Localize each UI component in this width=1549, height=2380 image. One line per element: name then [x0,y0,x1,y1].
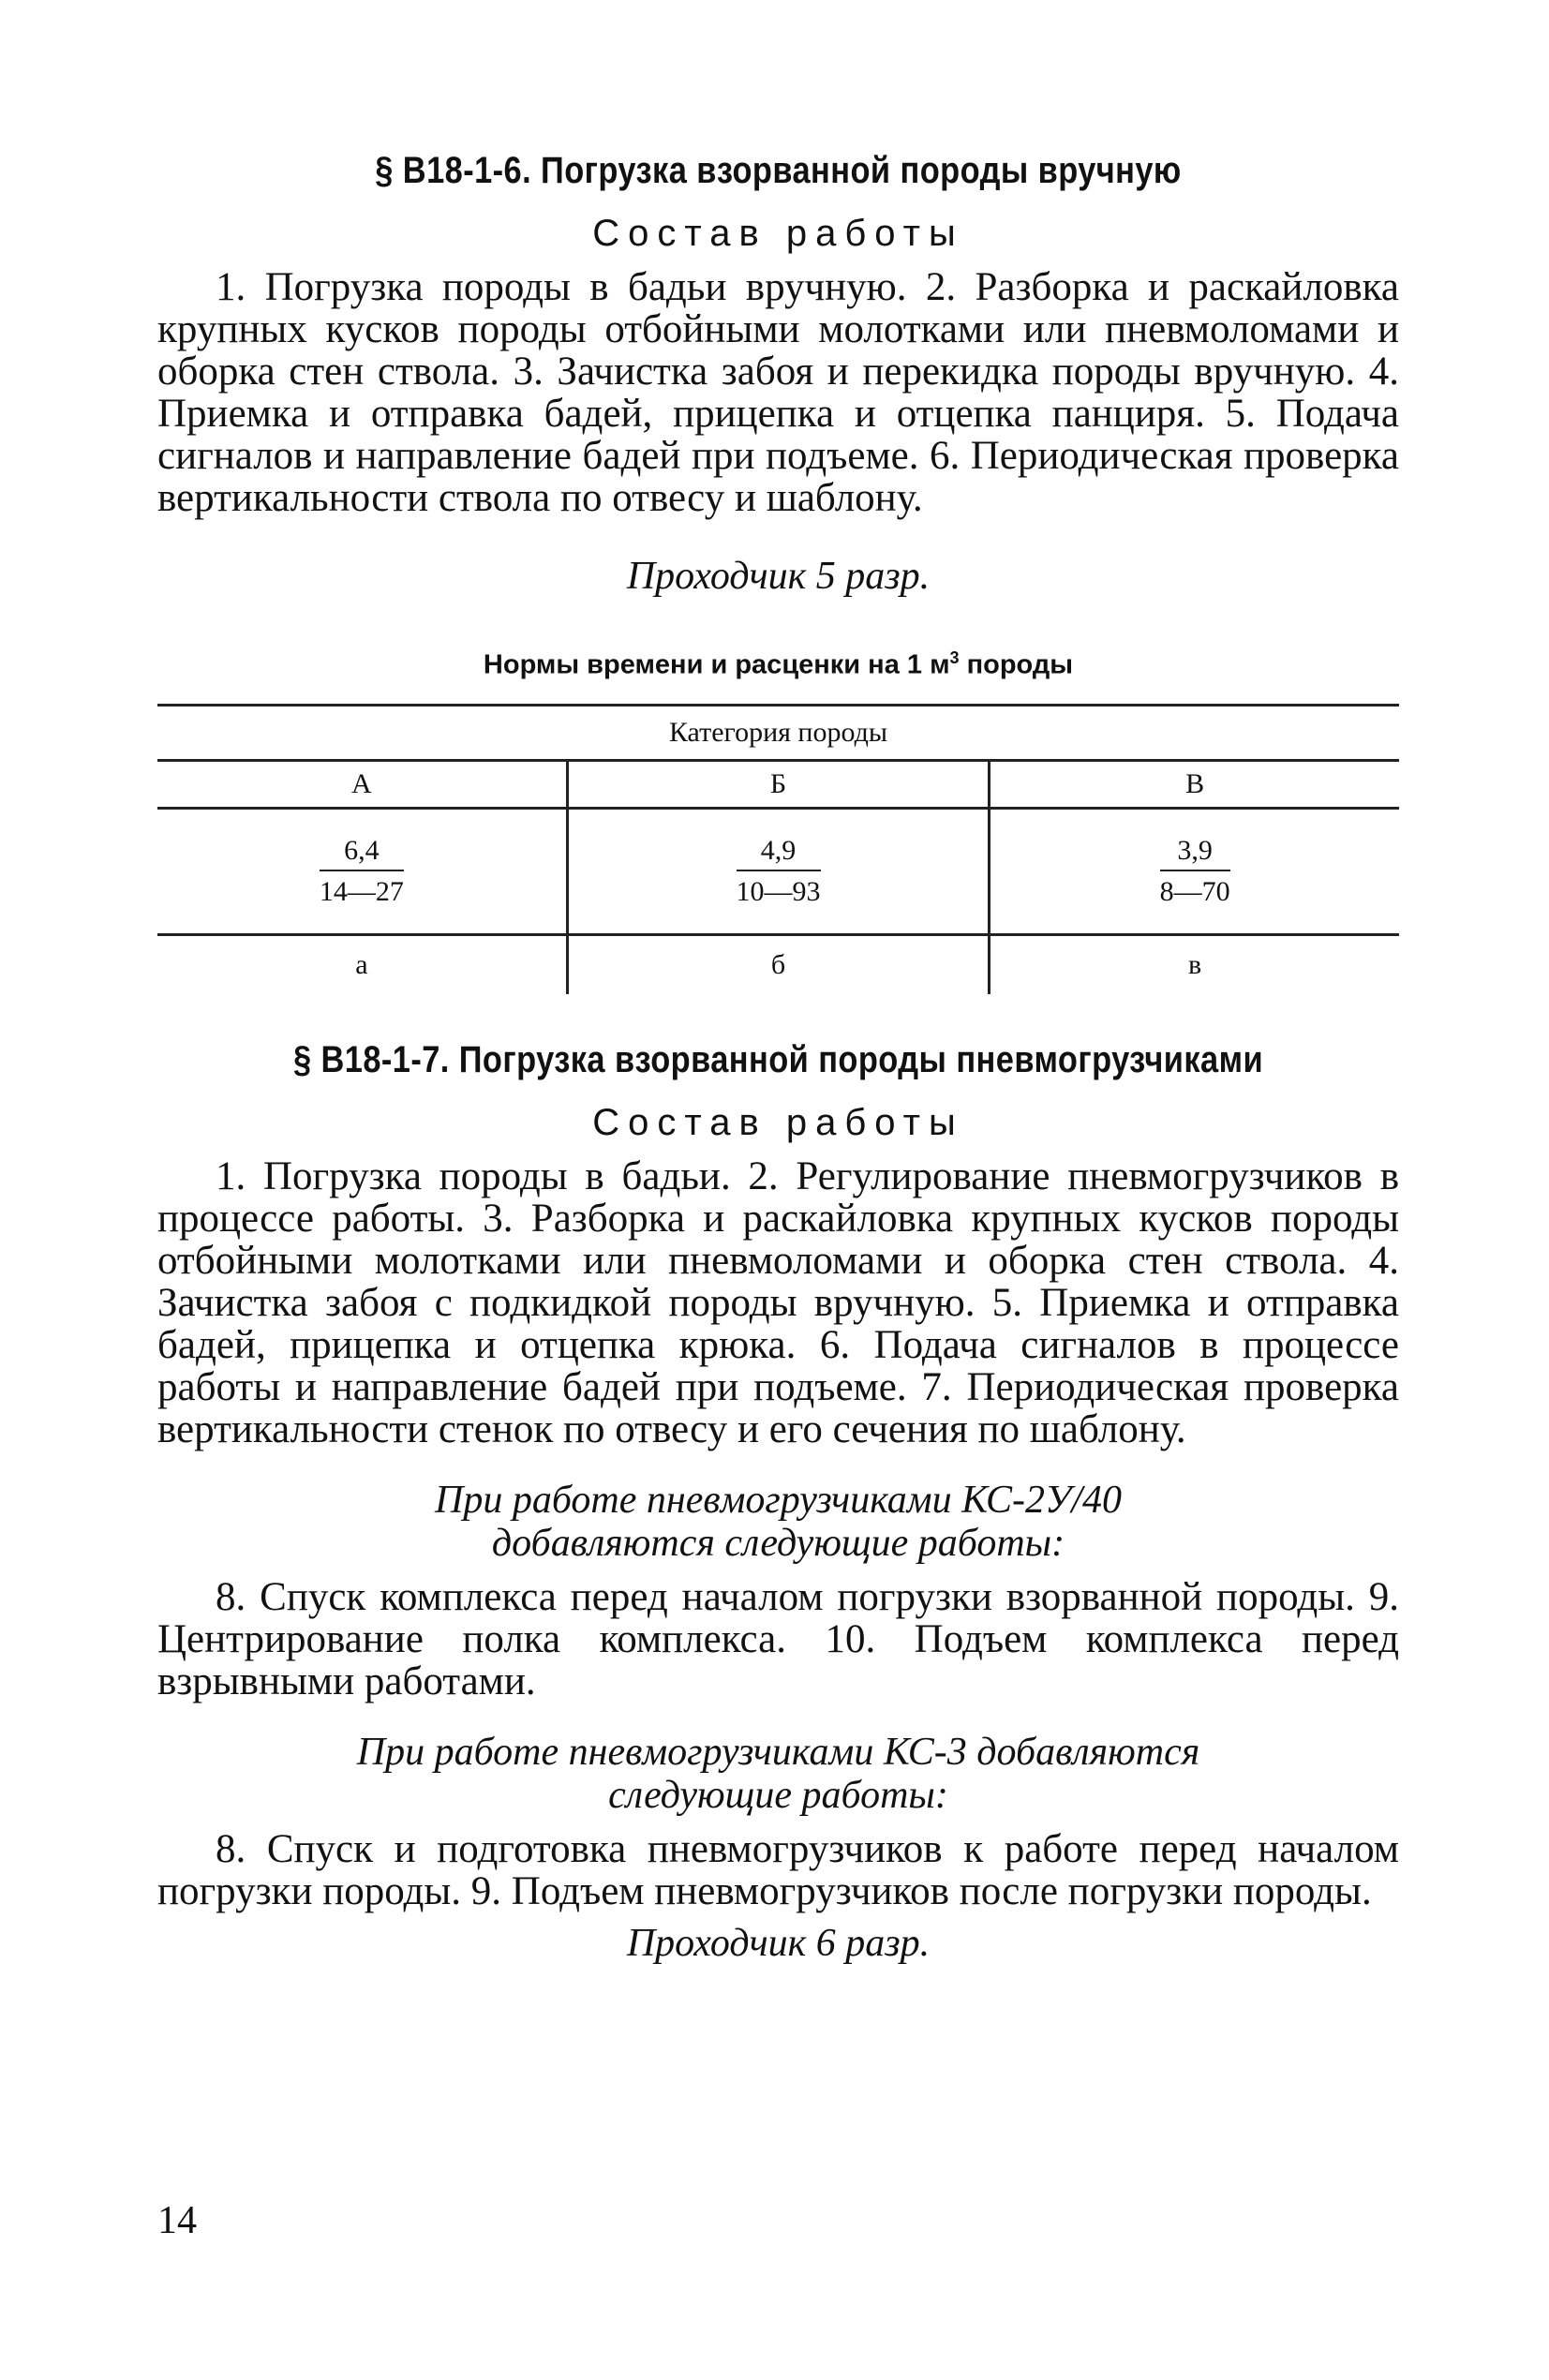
table-values-row [157,808,1399,934]
table-letter-b: б [567,934,990,994]
page-content [157,150,1399,1965]
norms-table-caption-text: Нормы времени и расценки на 1 м [483,649,950,680]
section2-note2-heading [157,1731,1399,1817]
section2-title: § В18-1-7. Погрузка взорванной породы пневмогрузчиками [292,1038,1264,1080]
table-letter-v: в [990,934,1399,994]
table-category-v: В [990,760,1399,808]
table-header-cell: Категория породы [157,705,1399,760]
rate: 14—27 [319,875,404,907]
table-cell-b [567,808,990,934]
norms-table-caption-tail: породы [959,649,1074,680]
table-category-row [157,760,1399,808]
section2-composition-heading: Состав работы [592,1101,964,1143]
table-category-b: Б [567,760,990,808]
section2-note1-line2: добавляются следующие работы: [491,1521,1065,1565]
norms-table-caption-sup: 3 [949,648,960,667]
time-norm: 3,9 [1160,834,1230,871]
section2-note2-line2: следующие работы: [608,1773,948,1817]
section1-title: § В18-1-6. Погрузка взорванной породы вручную [375,150,1182,191]
table-cell-v [990,808,1399,934]
table-cell-a [157,808,567,934]
fraction [320,834,404,909]
page-number: 14 [157,2199,197,2242]
section1-composition-text: 1. Погрузка породы в бадьи вручную. 2. Разборка и раскайловка крупных кусков породы отбойными молотками или пневмоломами и оборка стен ствола. 3. Зачистка забоя и перекидка породы вручную. 4. Приемка и отправка бадей, прицепка и отцепка панциря. 5. Подача сигналов и направление бадей при подъеме. 6. Периодическая проверка вертикальности ствола по отвесу и шаблону. [157,265,1399,520]
section2-note1-line1: При работе пневмогрузчиками КС-2У/40 [435,1478,1122,1522]
time-norm: 6,4 [320,834,404,871]
fraction [737,834,821,909]
time-norm: 4,9 [737,834,821,871]
table-header-row [157,705,1399,760]
section2-worker: Проходчик 6 разр. [626,1921,931,1965]
fraction [1160,834,1230,909]
rate: 8—70 [1159,875,1230,907]
section2-note2-text: 8. Спуск и подготовка пневмогрузчиков к работе перед началом погрузки породы. 9. Подъем пневмогрузчиков после погрузки породы. [157,1826,1399,1913]
norms-table-caption [157,648,1399,681]
section1-worker: Проходчик 5 разр. [626,555,931,598]
section2-composition-text: 1. Погрузка породы в бадьи. 2. Регулирование пневмогрузчиков в процессе работы. 3. Разборка и раскайловка крупных кусков породы отбойными молотками или пневмоломами и оборка стен ствола. 4. Зачистка забоя с подкидкой породы вручную. 5. Приемка и отправка бадей, прицепка и отцепка крюка. 6. Подача сигналов в процессе работы и направление бадей при подъеме. 7. Периодическая проверка вертикальности стенок по отвесу и его сечения по шаблону. [157,1153,1399,1451]
norms-table [157,704,1399,994]
section1-composition-heading: Состав работы [592,213,964,254]
table-letters-row [157,934,1399,994]
table-letter-a: а [355,948,368,980]
table-category-a: А [157,760,567,808]
section2-note1-heading [157,1479,1399,1565]
section2-note2-line1: При работе пневмогрузчиками КС-3 добавляются [356,1730,1200,1774]
section2-note1-text: 8. Спуск комплекса перед началом погрузки взорванной породы. 9. Центрирование полка комплекса. 10. Подъем комплекса перед взрывными работами. [157,1574,1399,1703]
rate: 10—93 [736,875,821,907]
